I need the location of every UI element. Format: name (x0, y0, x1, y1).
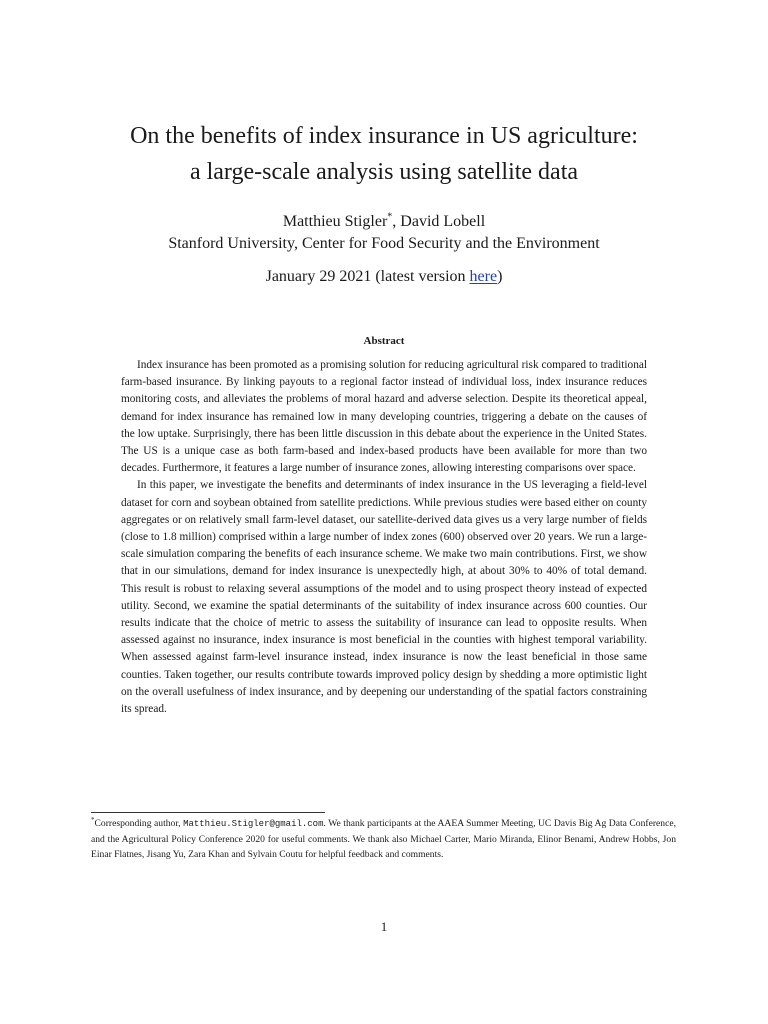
paper-title (60, 118, 708, 190)
footnote-divider (91, 812, 325, 813)
footnote-email: Matthieu.Stigler@gmail.com (183, 819, 324, 829)
author-name: Matthieu Stigler (282, 213, 388, 230)
abstract-paragraph: Index insurance has been promoted as a promising solution for reducing agricultural risk compared to traditional farm-based insurance. By linking payouts to a regional factor instead of individual loss, index insurance reduces monitoring costs, and alleviates the problems of moral hazard and adverse selection. Despite its theoretical appeal, demand for index insurance has remained low in many developing countries, triggering a debate on the causes of the low uptake. Surprisingly, there has been little discussion in this debate about the experience in the United States. The US is a unique case as both farm-based and index-based products have been available for more than two decades. Furthermore, it features a large number of insurance zones, allowing interesting comparisons over space. (121, 359, 647, 475)
latest-version-link[interactable]: here (469, 268, 498, 285)
affiliation: Stanford University, Center for Food Security and the Environment (168, 235, 600, 252)
footnote-text: . We thank participants at the AAEA Summer Meeting, UC Davis Big Ag Data Conference, and the Agricultural Policy Conference 2020 for useful comments. We thank also Michael Carter, Mario Miranda, Elinor Benami, Andrew Hobbs, Jon Einar Flatnes, Jisang Yu, Zara Khan and Sylvain Coutu for helpful feedback and comments. (91, 818, 676, 860)
abstract-paragraph: In this paper, we investigate the benefits and determinants of index insurance in the US leveraging a field-level dataset for corn and soybean obtained from satellite predictions. While previous studies were based either on county aggregates or on relatively small farm-level dataset, our satellite-derived data gives us a very large number of fields (close to 1.8 million) comprised within a large number of index zones (600) observed over 20 years. We run a large-scale simulation comparing the benefits of each insurance scheme. We make two main contributions. First, we show that in our simulations, demand for index insurance is unexpectedly high, at about 30% to 40% of total demand. This result is robust to relaxing several assumptions of the model and to using prospect theory instead of expected utility. Second, we examine the spatial determinants of the suitability of index insurance across 600 counties. Our results indicate that the choice of metric to assess the suitability of insurance can lead to opposite results. When assessed against no insurance, index insurance is most beneficial in the counties with highest temporal variability. When assessed against farm-level insurance instead, index insurance is now the least beneficial in those same counties. Taken together, our results contribute towards improved policy design by shedding a more optimistic light on the overall usefulness of index insurance, and by deepening our understanding of the spatial factors constraining its spread. (121, 479, 647, 716)
footnote (91, 816, 676, 862)
author-footnote-mark[interactable]: * (387, 211, 393, 223)
abstract-body (121, 357, 647, 718)
page-number: 1 (380, 919, 388, 934)
footnote-mark: * (91, 815, 95, 824)
footnote-prefix: Corresponding author, (94, 818, 184, 829)
author-separator: , (392, 213, 401, 230)
author-name: David Lobell (400, 213, 486, 230)
title-line-2: a large-scale analysis using satellite data (189, 159, 579, 185)
author-list (60, 210, 708, 234)
title-line-1: On the benefits of index insurance in US agriculture: (130, 123, 638, 149)
date-text: January 29 2021 (latest version (265, 268, 470, 285)
date-line (60, 265, 708, 289)
abstract-heading: Abstract (363, 335, 405, 347)
date-close-paren: ) (497, 268, 503, 285)
